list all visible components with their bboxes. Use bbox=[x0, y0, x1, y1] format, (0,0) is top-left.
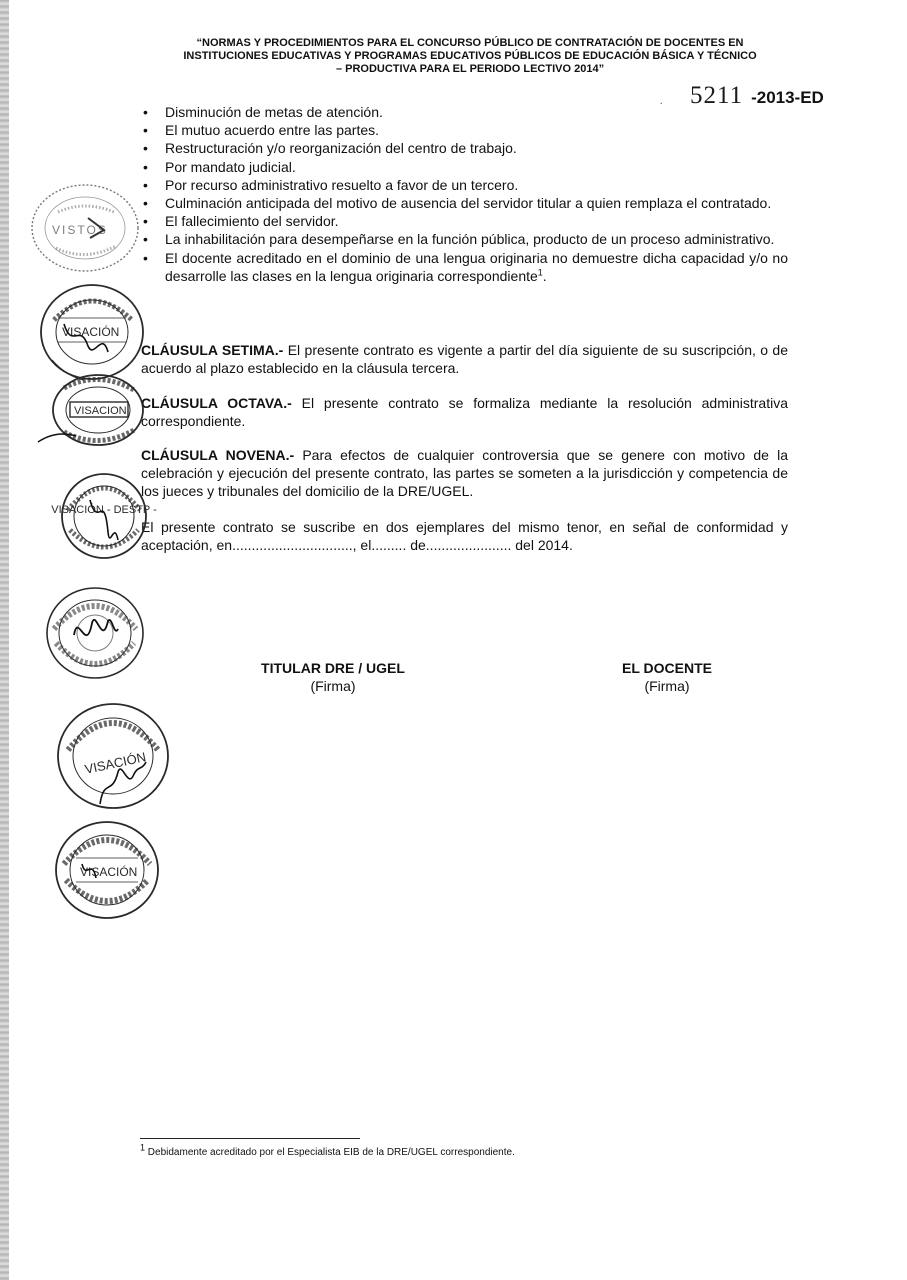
ministerio-seal-stamp bbox=[44, 585, 146, 681]
ebr-visacion-stamp bbox=[36, 280, 148, 384]
clause-text: El presente contrato se formaliza mediante la resolución administrativa correspondiente. bbox=[141, 395, 788, 429]
signature-titular bbox=[233, 659, 433, 695]
signature-title: EL DOCENTE bbox=[622, 660, 712, 676]
footnote bbox=[140, 1142, 515, 1158]
resolution-number-value: 5211 bbox=[690, 82, 744, 109]
footnote-mark: 1 bbox=[140, 1142, 146, 1153]
list-item: • El fallecimiento del servidor. bbox=[141, 212, 788, 230]
document-header bbox=[130, 37, 810, 76]
resolution-suffix: -2013-ED bbox=[751, 88, 824, 107]
stamp-word: VISACIÓN bbox=[80, 865, 138, 879]
desarrollo-docente-stamp bbox=[54, 700, 172, 812]
list-item: • Disminución de metas de atención. bbox=[141, 103, 788, 121]
eba-visacion-stamp bbox=[52, 818, 162, 922]
footnote-text: Debidamente acreditado por el Especialista EIB de la DRE/UGEL correspondiente. bbox=[145, 1147, 515, 1158]
clause-setima bbox=[141, 341, 788, 377]
header-line-3: – PRODUCTIVA PARA EL PERIODO LECTIVO 2014” bbox=[335, 63, 605, 75]
list-item: • El docente acreditado en el dominio de una lengua originaria no demuestre dicha capacidad y/o no desarrolle las clases en la lengua originaria correspondiente$^1$. bbox=[141, 249, 788, 285]
termination-causes-list bbox=[141, 103, 788, 285]
stamp-word: VISACIÓN bbox=[62, 325, 120, 339]
footnote-reference: 1 bbox=[537, 267, 543, 278]
signature-label: (Firma) bbox=[310, 678, 356, 694]
ebe-visacion-stamp bbox=[36, 370, 148, 448]
list-item: • El mutuo acuerdo entre las partes. bbox=[141, 121, 788, 139]
resolution-number: . 5211 -2013-ED bbox=[660, 82, 824, 109]
stamp-word: VISTOS bbox=[52, 223, 108, 237]
signature-docente bbox=[592, 659, 742, 695]
clause-text: Para efectos de cualquier controversia que se genere con motivo de la celebración y ejecución del presente contrato, las partes se someten a la jurisdicción y competencia de los jueces y tribunales del domicilio de la DRE/UGEL. bbox=[141, 447, 789, 499]
footnote-divider bbox=[140, 1138, 360, 1139]
list-item: • Por mandato judicial. bbox=[141, 158, 788, 176]
scan-edge bbox=[0, 0, 9, 1280]
clause-text: El presente contrato es vigente a partir del día siguiente de su suscripción, o de acuerdo al plazo establecido en la cláusula tercera. bbox=[141, 342, 789, 376]
closing-paragraph: El presente contrato se suscribe en dos ejemplares del mismo tenor, en señal de conformidad y aceptación, en..............................., el......... de...................... del 2014. bbox=[141, 519, 788, 553]
clause-title: CLÁUSULA SETIMA.- bbox=[141, 342, 284, 358]
header-line-1: “NORMAS Y PROCEDIMIENTOS PARA EL CONCURSO PÚBLICO DE CONTRATACIÓN DE DOCENTES EN bbox=[196, 37, 744, 49]
list-item: • Por recurso administrativo resuelto a favor de un tercero. bbox=[141, 176, 788, 194]
clause-title: CLÁUSULA NOVENA.- bbox=[141, 447, 295, 463]
destp-visacion-stamp bbox=[51, 470, 157, 562]
clause-novena bbox=[141, 446, 788, 500]
stamp-word: VISACION bbox=[74, 405, 127, 417]
clause-title: CLÁUSULA OCTAVA.- bbox=[141, 395, 292, 411]
signature-title: TITULAR DRE / UGEL bbox=[261, 660, 405, 676]
signature-label: (Firma) bbox=[644, 678, 690, 694]
list-item: • Culminación anticipada del motivo de ausencia del servidor titular a quien remplaza el contratado. bbox=[141, 194, 788, 212]
list-item: • La inhabilitación para desempeñarse en la función pública, producto de un proceso administrativo. bbox=[141, 230, 788, 248]
stamp-word: VISACIÓN - DESTP - bbox=[51, 504, 157, 516]
stamp-word: VISACIÓN bbox=[83, 749, 148, 777]
header-line-2: INSTITUCIONES EDUCATIVAS Y PROGRAMAS EDUCATIVOS PÚBLICOS DE EDUCACIÓN BÁSICA Y TÉCNICO bbox=[183, 50, 757, 62]
list-item: • Restructuración y/o reorganización del centro de trabajo. bbox=[141, 139, 788, 157]
clause-octava bbox=[141, 394, 788, 430]
visto-bueno-stamp bbox=[28, 182, 142, 274]
